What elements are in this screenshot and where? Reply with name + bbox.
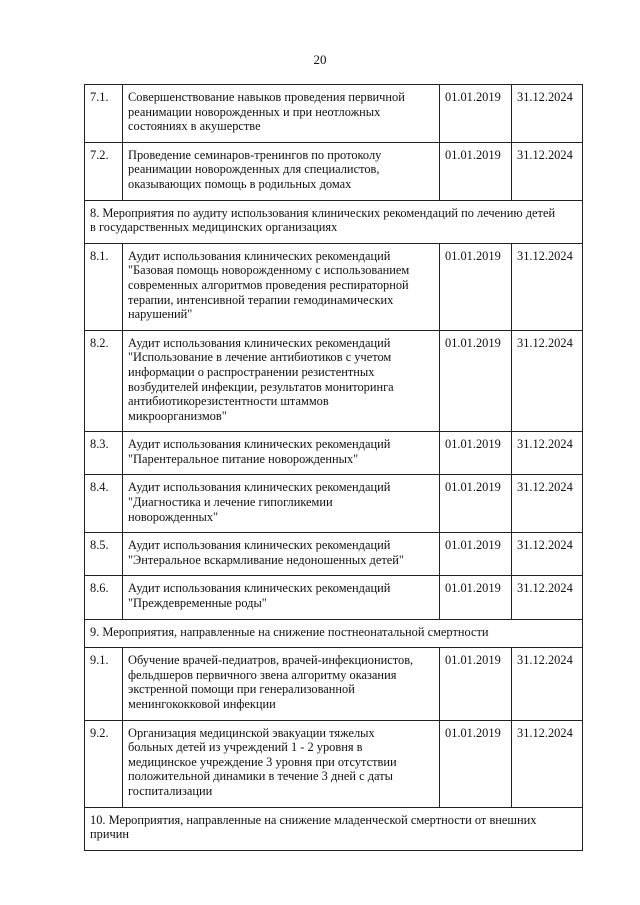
text-line: больных детей из учреждений 1 - 2 уровня в	[128, 740, 363, 755]
text-line: терапии, интенсивной терапии гемодинамических	[128, 292, 394, 307]
text-line: 8. Мероприятия по аудиту использования клинических рекомендаций по лечению детей	[90, 205, 556, 220]
measure-row	[85, 330, 583, 432]
text-line: "Базовая помощь новорожденному с использованием	[128, 263, 410, 278]
text-line: причин	[90, 827, 129, 842]
text-line: фельдшеров первичного звена алгоритму оказания	[128, 667, 397, 682]
measure-description	[123, 475, 440, 533]
measure-row	[85, 576, 583, 619]
measure-description	[123, 432, 440, 475]
text-line: Обучение врачей-педиатров, врачей-инфекционистов,	[128, 653, 414, 668]
text-line: информации о распространении резистентных	[128, 364, 375, 379]
text-line: реанимации новорожденных и при неотложных	[128, 104, 381, 119]
item-number: 8.1.	[85, 243, 123, 330]
item-number: 8.2.	[85, 330, 123, 432]
item-number: 9.1.	[85, 648, 123, 720]
text-line: 10. Мероприятия, направленные на снижение младенческой смертности от внешних	[90, 812, 537, 827]
text-line: Аудит использования клинических рекомендаций	[128, 248, 391, 263]
page-number: 20	[313, 52, 327, 67]
text-line: Аудит использования клинических рекомендаций	[128, 480, 391, 495]
start-date: 01.01.2019	[440, 576, 512, 619]
text-line: микроорганизмов"	[128, 408, 227, 423]
section-row	[85, 200, 583, 243]
text-line: нарушений"	[128, 307, 193, 322]
section-row	[85, 619, 583, 648]
end-date: 31.12.2024	[512, 475, 583, 533]
section-row	[85, 807, 583, 850]
section-title	[85, 200, 583, 243]
end-date: 31.12.2024	[512, 533, 583, 576]
start-date: 01.01.2019	[440, 142, 512, 200]
start-date: 01.01.2019	[440, 533, 512, 576]
measure-row	[85, 142, 583, 200]
text-line: "Преждевременные роды"	[128, 596, 267, 611]
text-line: новорожденных"	[128, 509, 219, 524]
text-line: "Энтеральное вскармливание недоношенных детей"	[128, 552, 404, 567]
section-title	[85, 619, 583, 648]
text-line: экстренной помощи при генерализованной	[128, 682, 355, 697]
item-number: 9.2.	[85, 720, 123, 807]
measure-description	[123, 243, 440, 330]
start-date: 01.01.2019	[440, 475, 512, 533]
start-date: 01.01.2019	[440, 648, 512, 720]
measures-table-body	[85, 85, 583, 851]
text-line: Аудит использования клинических рекомендаций	[128, 581, 391, 596]
text-line: Проведение семинаров-тренингов по протоколу	[128, 147, 382, 162]
measure-row	[85, 720, 583, 807]
measure-row	[85, 533, 583, 576]
start-date: 01.01.2019	[440, 432, 512, 475]
text-line: состояниях в акушерстве	[128, 119, 261, 134]
text-line: Аудит использования клинических рекомендаций	[128, 437, 391, 452]
text-line: 9. Мероприятия, направленные на снижение постнеонатальной смертности	[90, 624, 489, 639]
text-line: Аудит использования клинических рекомендаций	[128, 538, 391, 553]
end-date: 31.12.2024	[512, 432, 583, 475]
start-date: 01.01.2019	[440, 243, 512, 330]
item-number: 8.6.	[85, 576, 123, 619]
start-date: 01.01.2019	[440, 85, 512, 143]
text-line: "Диагностика и лечение гипогликемии	[128, 495, 333, 510]
item-number: 8.5.	[85, 533, 123, 576]
text-line: Совершенствование навыков проведения первичной	[128, 90, 405, 104]
measure-row	[85, 85, 583, 143]
item-number: 7.1.	[85, 85, 123, 143]
measure-description	[123, 576, 440, 619]
text-line: в государственных медицинских организациях	[90, 220, 338, 235]
section-title	[85, 807, 583, 850]
text-line: госпитализации	[128, 783, 213, 798]
text-line: оказывающих помощь в родильных домах	[128, 176, 352, 191]
text-line: современных алгоритмов проведения респираторной	[128, 277, 409, 292]
text-line: менингококковой инфекции	[128, 697, 276, 711]
measure-description	[123, 330, 440, 432]
measures-table	[84, 84, 583, 851]
end-date: 31.12.2024	[512, 576, 583, 619]
text-line: реанимации новорожденных для специалистов,	[128, 162, 380, 177]
end-date: 31.12.2024	[512, 142, 583, 200]
text-line: Организация медицинской эвакуации тяжелых	[128, 725, 375, 740]
item-number: 8.4.	[85, 475, 123, 533]
item-number: 7.2.	[85, 142, 123, 200]
text-line: антибиотикорезистентности штаммов	[128, 394, 329, 409]
end-date: 31.12.2024	[512, 85, 583, 143]
measure-row	[85, 432, 583, 475]
end-date: 31.12.2024	[512, 330, 583, 432]
measure-description	[123, 142, 440, 200]
end-date: 31.12.2024	[512, 648, 583, 720]
text-line: "Использование в лечение антибиотиков с учетом	[128, 350, 392, 365]
end-date: 31.12.2024	[512, 243, 583, 330]
text-line: возбудителей инфекции, результатов мониторинга	[128, 379, 394, 394]
start-date: 01.01.2019	[440, 330, 512, 432]
measure-description	[123, 720, 440, 807]
measure-row	[85, 648, 583, 720]
measure-row	[85, 243, 583, 330]
text-line: медицинское учреждение 3 уровня при отсутствии	[128, 754, 397, 769]
measure-description	[123, 85, 440, 143]
text-line: Аудит использования клинических рекомендаций	[128, 335, 391, 350]
text-line: "Парентеральное питание новорожденных"	[128, 451, 359, 466]
measure-description	[123, 533, 440, 576]
item-number: 8.3.	[85, 432, 123, 475]
start-date: 01.01.2019	[440, 720, 512, 807]
text-line: положительной динамики в течение 3 дней с даты	[128, 769, 393, 784]
measure-description	[123, 648, 440, 720]
end-date: 31.12.2024	[512, 720, 583, 807]
measure-row	[85, 475, 583, 533]
